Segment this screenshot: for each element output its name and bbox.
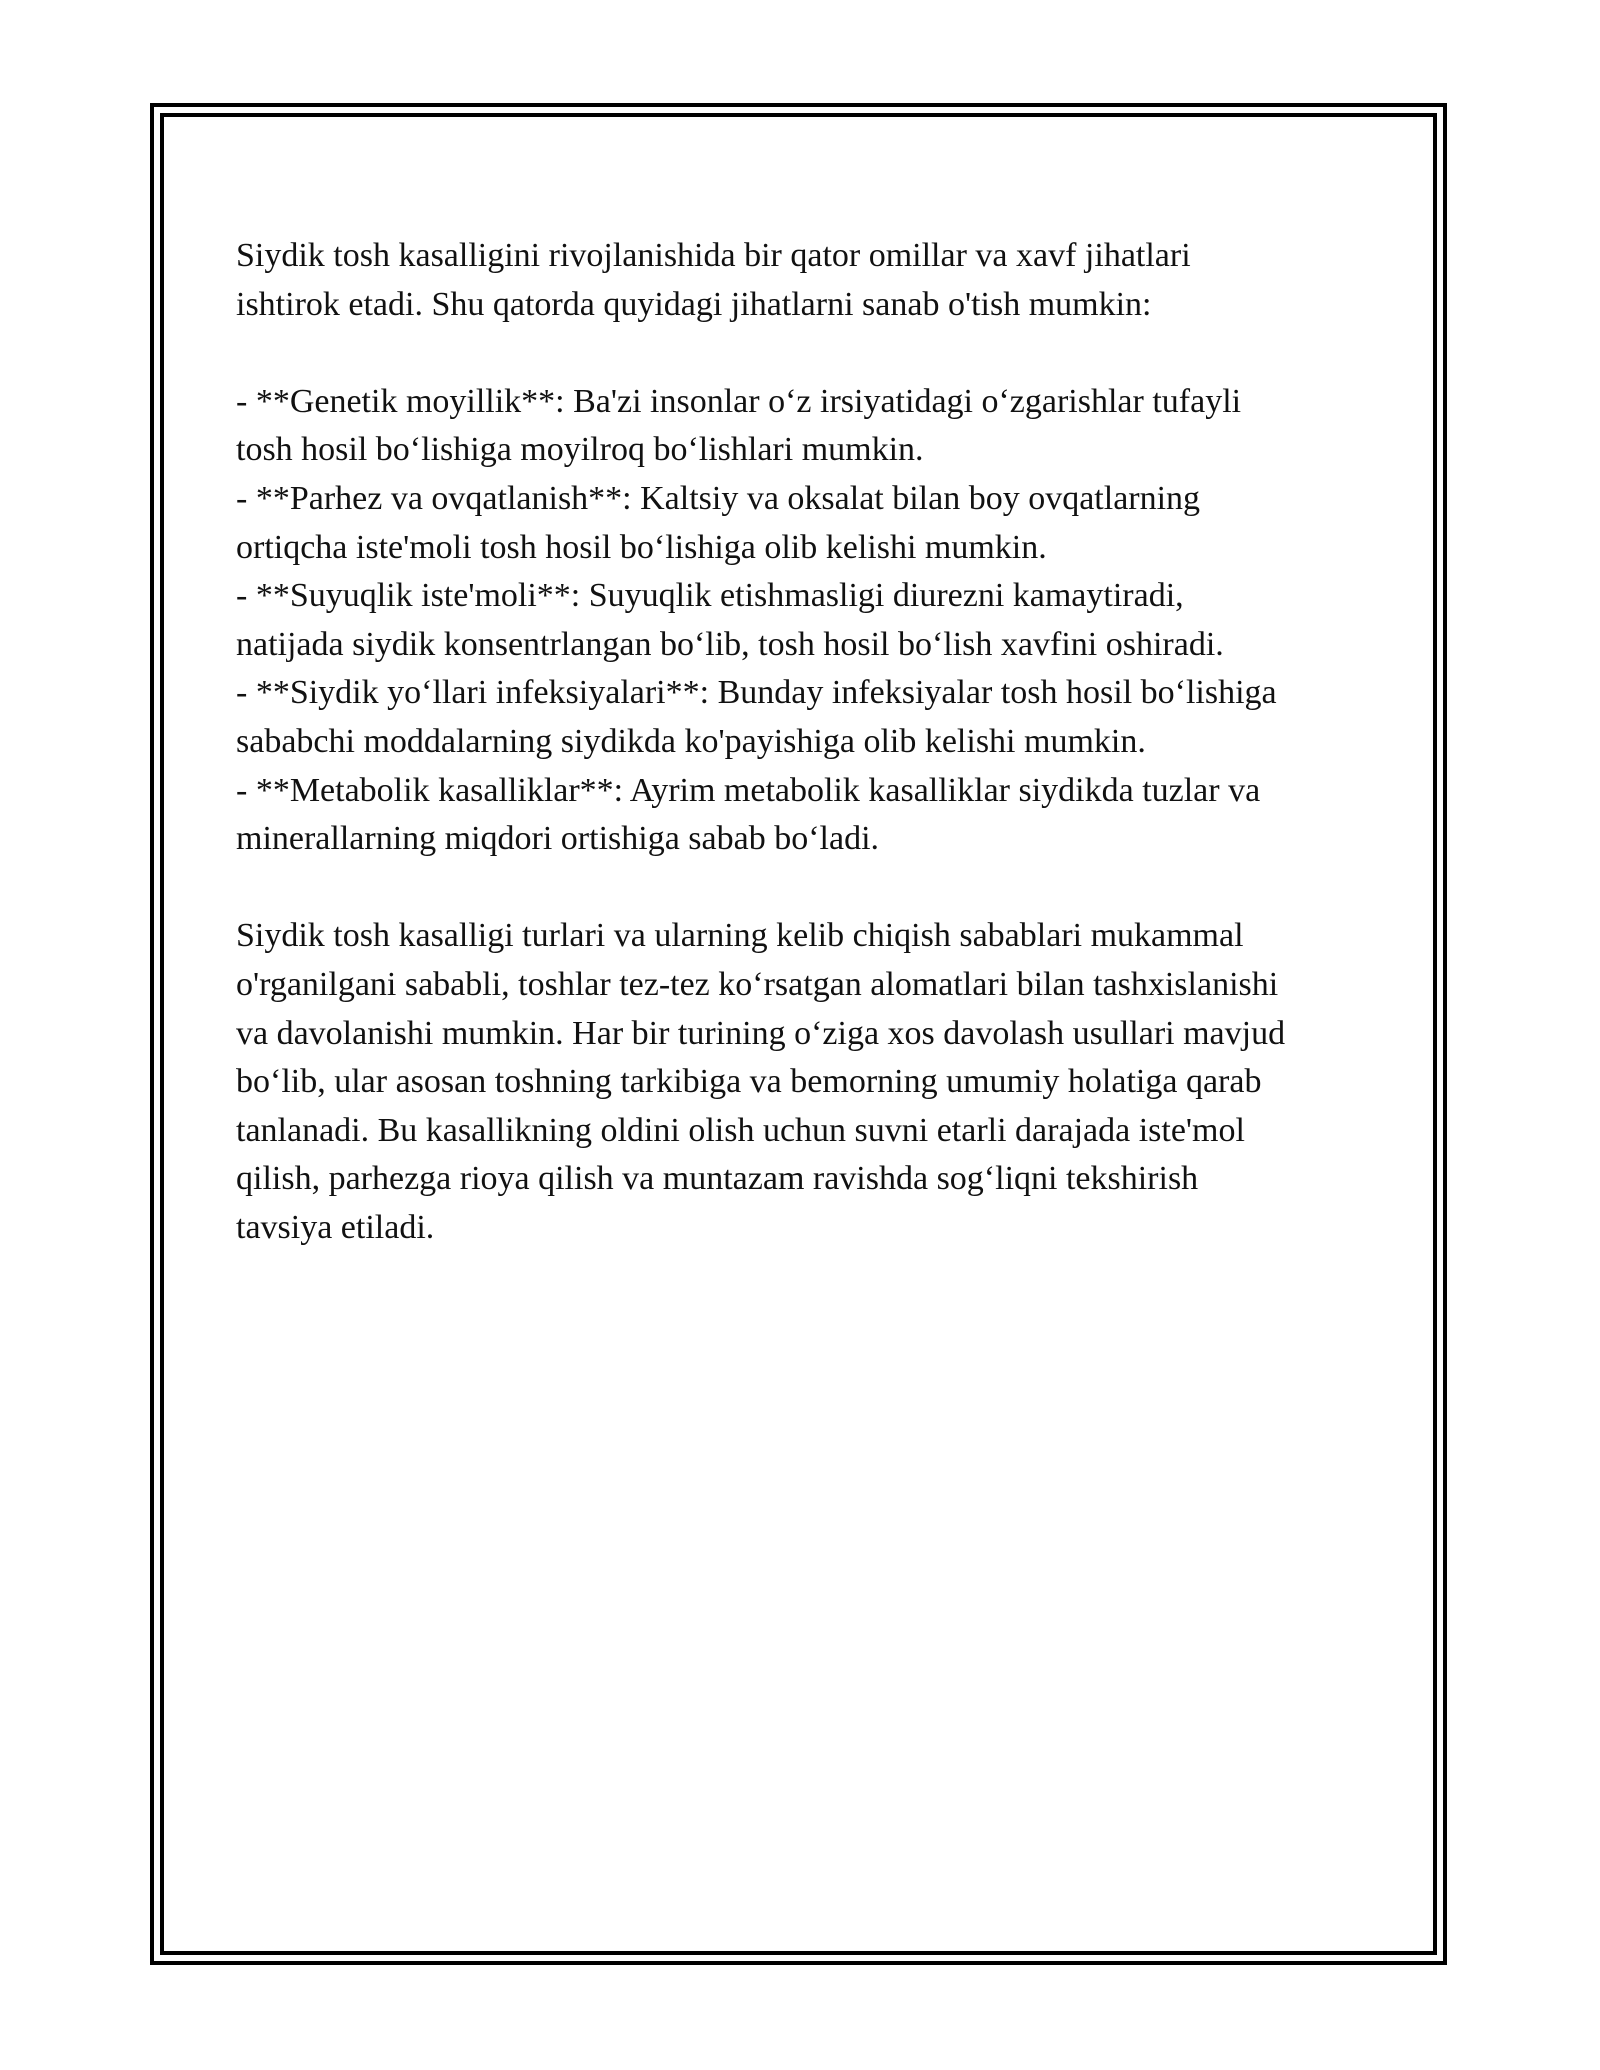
list-item-continuation: ortiqcha iste'moli tosh hosil boʻlishiga olib kelishi mumkin. [236,528,1047,566]
list-item: - **Siydik yoʻllari infeksiyalari**: Bunday infeksiyalar tosh hosil boʻlishiga [236,674,1277,712]
list-item: - **Suyuqlik iste'moli**: Suyuqlik etishmasligi diurezni kamaytiradi, [236,577,1184,615]
intro-paragraph [236,232,1386,329]
factor-list [236,378,1386,864]
text-line: tanlanadi. Bu kasallikning oldini olish uchun suvni etarli darajada iste'mol [236,1111,1245,1149]
list-item: - **Genetik moyillik**: Ba'zi insonlar oʻz irsiyatidagi oʻzgarishlar tufayli [236,382,1242,420]
list-item: - **Metabolik kasalliklar**: Ayrim metabolik kasalliklar siydikda tuzlar va [236,771,1261,809]
list-item-continuation: sababchi moddalarning siydikda ko'payishiga olib kelishi mumkin. [236,722,1146,760]
paragraph-spacer [236,864,1386,913]
list-item: - **Parhez va ovqatlanish**: Kaltsiy va oksalat bilan boy ovqatlarning [236,479,1201,517]
text-line: Siydik tosh kasalligi turlari va ularning kelib chiqish sabablari mukammal [236,917,1244,955]
list-item-continuation: minerallarning miqdori ortishiga sabab boʻladi. [236,820,880,858]
text-line: boʻlib, ular asosan toshning tarkibiga va bemorning umumiy holatiga qarab [236,1063,1262,1101]
text-line: Siydik tosh kasalligini rivojlanishida bir qator omillar va xavf jihatlari [236,237,1191,274]
text-line: qilish, parhezga rioya qilish va muntazam ravishda sogʻliqni tekshirish [236,1160,1199,1198]
text-line: va davolanishi mumkin. Har bir turining oʻziga xos davolash usullari mavjud [236,1014,1286,1052]
paragraph-spacer [236,329,1386,378]
text-line: tavsiya etiladi. [236,1208,435,1246]
list-item-continuation: natijada siydik konsentrlangan boʻlib, tosh hosil boʻlish xavfini oshiradi. [236,625,1224,663]
list-item-continuation: tosh hosil boʻlishiga moyilroq boʻlishlari mumkin. [236,431,924,469]
conclusion-paragraph [236,912,1386,1252]
document-body [236,232,1386,1252]
text-line: o'rganilgani sababli, toshlar tez-tez koʻrsatgan alomatlari bilan tashxislanishi [236,965,1279,1003]
text-line: ishtirok etadi. Shu qatorda quyidagi jihatlarni sanab o'tish mumkin: [236,285,1152,323]
